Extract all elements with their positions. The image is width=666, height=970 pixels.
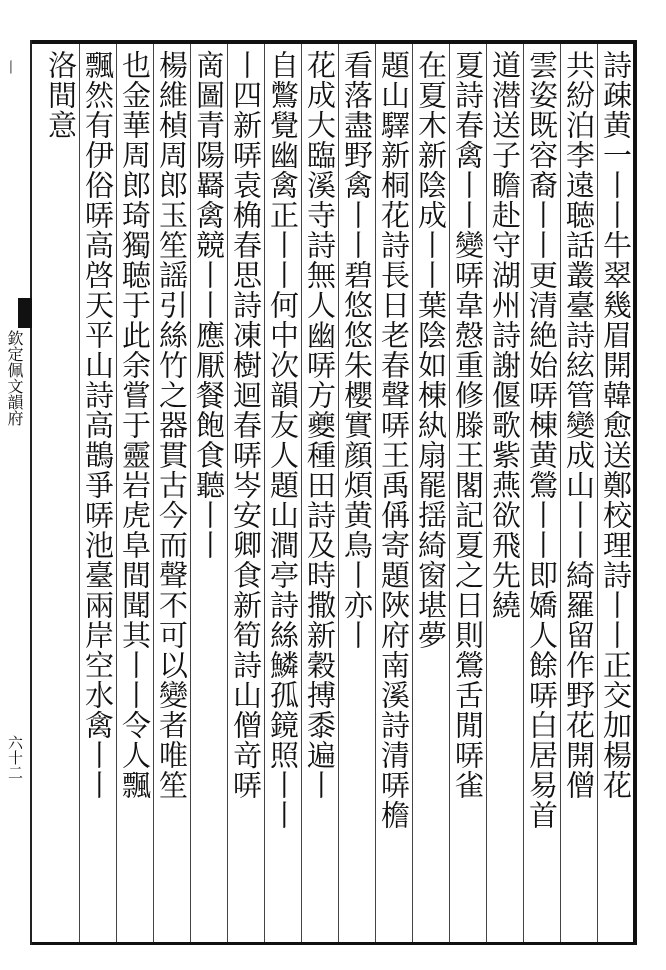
- bottom-border-rule: [30, 942, 636, 945]
- text-column: 洛間意: [44, 50, 78, 140]
- text-column: 看落盡野禽丨丨碧悠悠朱櫻實顔煩黄鳥丨亦丨: [340, 50, 374, 650]
- text-column: 花成大臨溪寺詩無人幽哢方夔種田詩及時撒新穀搏黍遍丨: [303, 50, 337, 800]
- text-column: 題山驛新桐花詩長日老春聲哢王禹偁寄題陜府南溪詩清哢檐: [377, 50, 411, 830]
- text-column: 丨四新哢袁桷春思詩凍樹迴春哢岑安卿食新筍詩山僧竒哢: [229, 50, 263, 800]
- margin-book-title: 欽定佩文韻府: [5, 330, 24, 426]
- text-column: 詩疎黄一丨丨牛翠幾眉開韓愈送鄭校理詩丨丨正交加楊花: [599, 50, 633, 800]
- text-column: 夏詩春禽丨丨變哢韋慤重修滕王閣記夏之日則鶯舌閒哢雀: [451, 50, 485, 800]
- text-column: 自鷩覺幽禽正丨丨何中次韻友人題山澗亭詩絲鱗孤鏡照丨丨: [266, 50, 300, 830]
- text-column: 共紛泊李遠聴話叢臺詩絃管變成山丨丨綺羅留作野花開僧: [562, 50, 596, 800]
- text-column: 道潜送子瞻赴守湖州詩謝偃歌紫燕欲飛先繞: [488, 50, 522, 620]
- text-column: 雲姿既容裔丨丨更清絶始哢棟黄鶯丨丨即嬌人餘哢白居易首: [525, 50, 559, 830]
- fishtail-block: [18, 298, 32, 328]
- text-column: 飄然有伊俗哢高啓天平山詩高鵲爭哢池臺兩岸空水禽丨丨: [81, 50, 115, 800]
- top-border-rule: [30, 40, 636, 44]
- margin-top-mark: 丨: [2, 60, 18, 74]
- text-column: 也金華周郎琦獨聴于此余嘗于靈岩虎阜間聞其丨丨令人飄: [118, 50, 152, 800]
- left-margin-rule: [30, 40, 32, 945]
- page-folio-number: 六十二: [6, 735, 24, 780]
- text-column: 楊維楨周郎玉笙謡引絲竹之器貫古今而聲不可以變者唯笙: [155, 50, 189, 800]
- text-column: 在夏木新陰成丨丨葉陰如棟紈扇罷揺綺窗堪夢: [414, 50, 448, 650]
- text-column: 啇圖青陽羇禽競丨丨應厭餐飽食聽丨丨: [192, 50, 226, 560]
